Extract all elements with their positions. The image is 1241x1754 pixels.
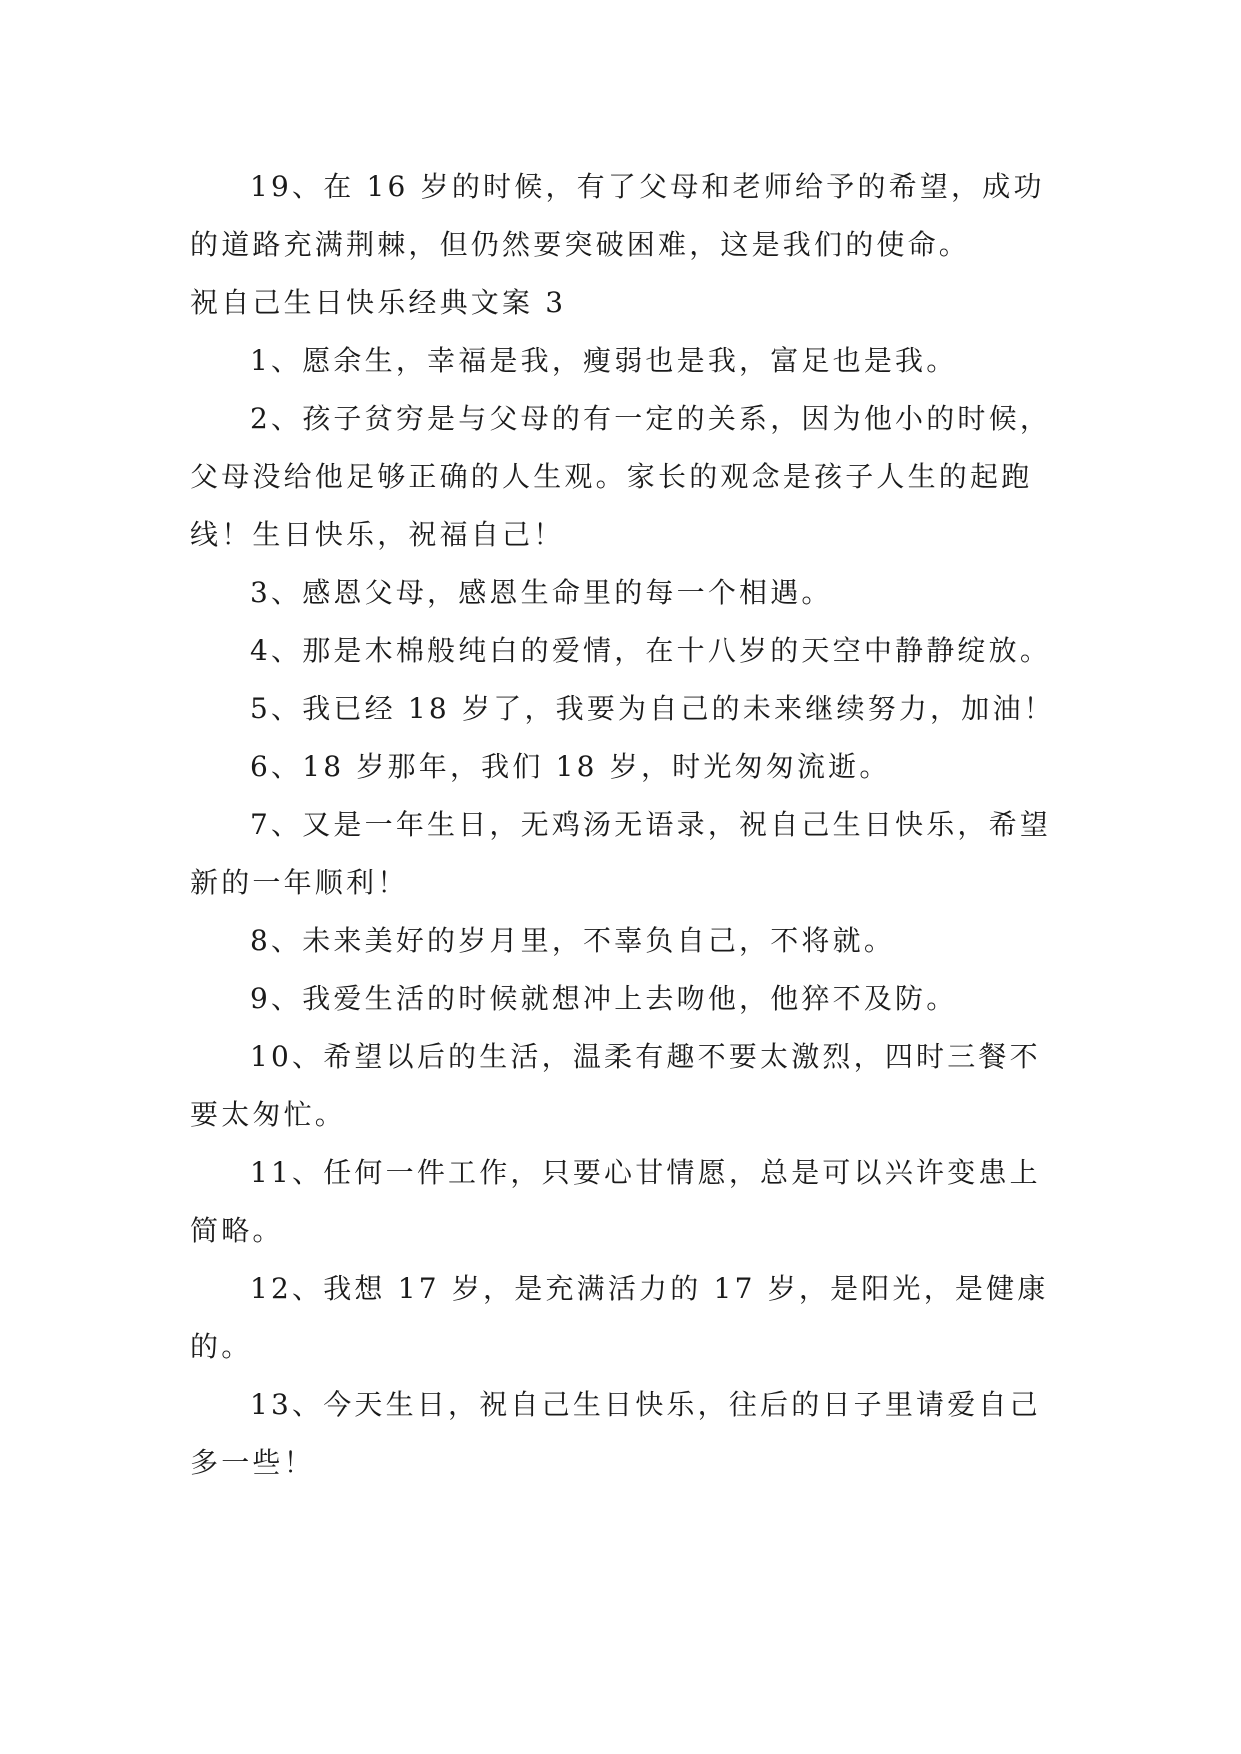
- paragraph-item-10: 10、希望以后的生活，温柔有趣不要太激烈，四时三餐不要太匆忙。: [190, 1040, 1041, 1131]
- paragraph-item-8: 8、未来美好的岁月里，不辜负自己，不将就。: [250, 924, 896, 957]
- paragraph-item-13: 13、今天生日，祝自己生日快乐，往后的日子里请爱自己多一些！: [190, 1388, 1041, 1479]
- paragraph-item-5: 5、我已经 18 岁了，我要为自己的未来继续努力，加油！: [250, 692, 1055, 725]
- paragraph-item-19: 19、在 16 岁的时候，有了父母和老师给予的希望，成功的道路充满荆棘，但仍然要突破困难，这是我们的使命。: [190, 170, 1045, 261]
- paragraph-item-7: 7、又是一年生日，无鸡汤无语录，祝自己生日快乐，希望新的一年顺利！: [190, 808, 1052, 899]
- paragraph-item-6: 6、18 岁那年，我们 18 岁，时光匆匆流逝。: [250, 750, 891, 783]
- section-heading: 祝自己生日快乐经典文案 3: [190, 286, 567, 319]
- paragraph-item-9: 9、我爱生活的时候就想冲上去吻他，他猝不及防。: [250, 982, 958, 1015]
- paragraph-item-3: 3、感恩父母，感恩生命里的每一个相遇。: [250, 576, 833, 609]
- paragraph-item-12: 12、我想 17 岁，是充满活力的 17 岁，是阳光，是健康的。: [190, 1272, 1049, 1363]
- paragraph-item-2: 2、孩子贫穷是与父母的有一定的关系，因为他小的时候，父母没给他足够正确的人生观。家长的观念是孩子人生的起跑线！生日快乐，祝福自己！: [190, 402, 1052, 551]
- paragraph-item-1: 1、愿余生，幸福是我，瘦弱也是我，富足也是我。: [250, 344, 958, 377]
- document-body: [190, 158, 1060, 1492]
- paragraph-item-11: 11、任何一件工作，只要心甘情愿，总是可以兴许变患上简略。: [190, 1156, 1041, 1247]
- paragraph-item-4: 4、那是木棉般纯白的爱情，在十八岁的天空中静静绽放。: [250, 634, 1052, 667]
